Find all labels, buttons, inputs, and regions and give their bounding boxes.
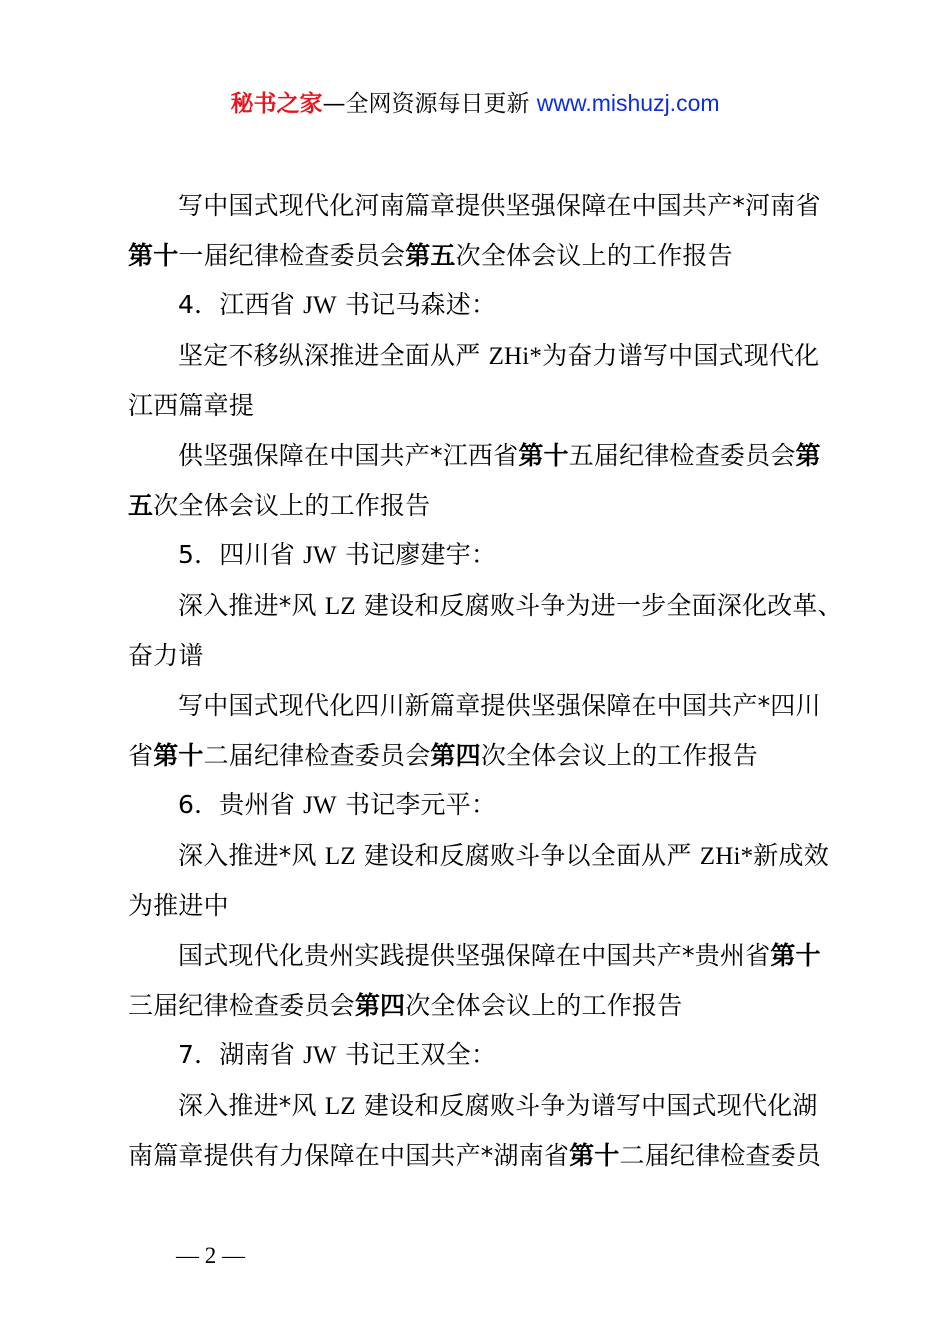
text-segment: 书记李元平： — [336, 790, 497, 820]
text-segment: 深入推进*风 — [178, 590, 325, 620]
text-segment: 为推进中 — [128, 891, 229, 921]
bold-text-segment: 五 — [128, 490, 154, 520]
header-tagline: —全网资源每日更新 — [322, 91, 537, 117]
text-segment: LZ — [324, 592, 356, 620]
text-line — [128, 431, 838, 481]
text-segment: 5．四川省 — [178, 540, 304, 570]
text-segment: ZHi* — [488, 342, 543, 370]
text-segment: 书记廖建宇： — [336, 540, 497, 570]
text-segment: 次全体会议上的工作报告 — [153, 490, 431, 520]
text-segment: 三届纪律检查委员会 — [128, 990, 355, 1020]
text-line — [128, 731, 838, 781]
text-line — [128, 581, 843, 632]
text-line — [128, 881, 838, 931]
text-segment: LZ — [324, 1092, 356, 1120]
bold-text-segment: 第四 — [430, 740, 481, 770]
bold-text-segment: 第十 — [153, 740, 204, 770]
text-segment: 7．湖南省 — [178, 1040, 304, 1070]
text-segment: JW — [303, 292, 337, 320]
text-segment: 写中国式现代化河南篇章提供坚强保障在中国共产*河南省 — [178, 191, 821, 220]
text-line — [128, 280, 838, 331]
document-body — [128, 181, 843, 1181]
text-line — [128, 931, 838, 981]
text-line — [128, 381, 838, 431]
text-segment: 6．贵州省 — [178, 790, 304, 820]
text-line — [128, 631, 838, 681]
text-segment: LZ — [324, 842, 356, 870]
text-segment: 省 — [128, 740, 154, 770]
text-segment: 次全体会议上的工作报告 — [455, 240, 733, 270]
bold-text-segment: 第十 — [128, 240, 179, 270]
text-segment: 书记王双全： — [336, 1040, 497, 1070]
text-segment: 二届纪律检查委员会 — [203, 740, 431, 770]
text-line — [128, 1030, 838, 1081]
text-line — [128, 530, 838, 581]
text-segment: 建设和反腐败斗争为谱写中国式现代化湖 — [355, 1090, 818, 1120]
text-segment: 二届纪律检查委员 — [619, 1141, 822, 1171]
text-segment: 深入推进*风 — [178, 1090, 325, 1120]
text-line — [128, 181, 838, 231]
text-segment: 五届纪律检查委员会 — [568, 440, 796, 470]
text-line — [128, 231, 838, 281]
bold-text-segment: 第十 — [569, 1141, 620, 1171]
text-line — [128, 481, 838, 531]
brand-name: 秘书之家 — [230, 91, 323, 117]
text-segment: 建设和反腐败斗争为进一步全面深化改革、 — [355, 590, 843, 620]
text-segment: 建设和反腐败斗争以全面从严 — [355, 840, 700, 870]
bold-text-segment: 第五 — [405, 240, 456, 270]
text-segment: 新成效 — [753, 840, 829, 870]
text-segment: 书记马森述： — [336, 290, 497, 320]
text-line — [128, 981, 838, 1031]
text-segment: 国式现代化贵州实践提供坚强保障在中国共产*贵州省 — [178, 940, 771, 970]
text-segment: JW — [303, 1042, 337, 1070]
text-segment: 一届纪律检查委员会 — [178, 240, 406, 270]
page-number: — 2 — — [176, 1243, 245, 1268]
bold-text-segment: 第 — [795, 440, 821, 470]
site-header — [0, 86, 950, 121]
text-segment: 供坚强保障在中国共产*江西省 — [178, 440, 519, 470]
text-segment: ZHi* — [699, 842, 754, 870]
text-line — [128, 1131, 838, 1181]
text-line — [128, 780, 838, 831]
text-line — [128, 681, 838, 731]
text-line — [128, 1081, 838, 1132]
site-url-link[interactable]: www.mishuzj.com — [536, 90, 720, 116]
text-segment: 奋力谱 — [128, 641, 204, 671]
text-segment: 4．江西省 — [178, 290, 304, 320]
text-line — [128, 831, 838, 882]
text-segment: 南篇章提供有力保障在中国共产*湖南省 — [128, 1141, 570, 1171]
text-segment: 写中国式现代化四川新篇章提供坚强保障在中国共产*四川 — [178, 690, 821, 720]
text-segment: 坚定不移纵深推进全面从严 — [178, 340, 489, 370]
bold-text-segment: 第十 — [518, 440, 569, 470]
bold-text-segment: 第十 — [770, 940, 821, 970]
bold-text-segment: 第四 — [354, 990, 406, 1020]
text-segment: 江西篇章提 — [128, 391, 255, 421]
text-segment: 次全体会议上的工作报告 — [480, 740, 759, 770]
text-segment: JW — [303, 792, 337, 820]
text-segment: 深入推进*风 — [178, 840, 325, 870]
text-segment: 次全体会议上的工作报告 — [405, 990, 683, 1020]
text-line — [128, 331, 838, 382]
text-segment: 为奋力谱写中国式现代化 — [542, 340, 820, 370]
text-segment: JW — [303, 542, 337, 570]
